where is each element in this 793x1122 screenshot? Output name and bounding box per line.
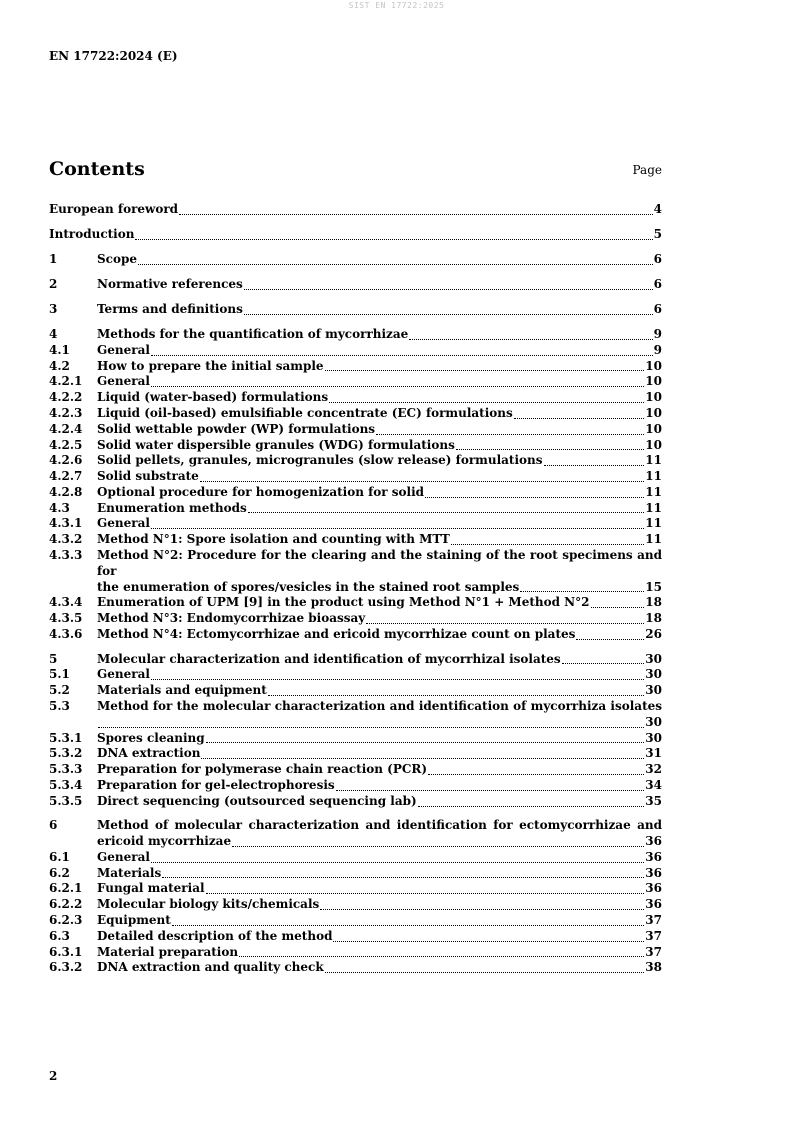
toc-entry-number: 6.2.1: [49, 881, 83, 896]
toc-entry-page: 6: [653, 251, 662, 266]
dot-leader: [425, 497, 644, 498]
toc-entry-number: 5.3: [49, 698, 70, 713]
toc-entry-page: 9: [653, 342, 662, 357]
dot-leader: [268, 695, 645, 696]
toc-entry-number: 6.3.2: [49, 960, 83, 975]
toc-entry-page: 31: [645, 746, 662, 761]
dot-leader: [151, 862, 644, 863]
dot-leader: [428, 774, 644, 775]
toc-entry-page: 30: [645, 714, 662, 729]
toc-entry-title-continued: the enumeration of spores/vesicles in the stained root samples: [97, 579, 520, 594]
toc-entry-page: 36: [645, 881, 662, 896]
toc-entry-page: 5: [653, 226, 662, 241]
toc-entry[interactable]: [49, 469, 662, 485]
toc-entry-title: Method N°1: Spore isolation and counting with MTT: [97, 532, 450, 547]
toc-entry-title: Molecular biology kits/chemicals: [97, 897, 320, 912]
dot-leader: [179, 214, 653, 215]
toc-entry-page: 10: [645, 390, 662, 405]
toc-entry-page: 11: [645, 469, 662, 484]
toc-entry-number: 5.3.1: [49, 730, 83, 745]
dot-leader: [206, 893, 645, 894]
toc-entry-page: 11: [645, 532, 662, 547]
dot-leader: [151, 355, 653, 356]
toc-entry[interactable]: [49, 516, 662, 532]
toc-entry-title: Molecular characterization and identification of mycorrhizal isolates: [97, 651, 561, 666]
dot-leader: [239, 956, 644, 957]
toc-entry-page: 36: [645, 897, 662, 912]
toc-entry-page: 38: [645, 960, 662, 975]
toc-entry[interactable]: [49, 359, 662, 375]
toc-entry-number: 5.2: [49, 683, 70, 698]
toc-entry-page: 10: [645, 358, 662, 373]
toc-entry-number: 5.3.5: [49, 793, 83, 808]
toc-entry-page: 11: [645, 484, 662, 499]
toc-entry-number: 5.3.4: [49, 777, 83, 792]
toc-entry-page: 36: [645, 865, 662, 880]
dot-leader: [172, 925, 644, 926]
dot-leader: [248, 512, 645, 513]
toc-entry-title: General: [97, 516, 150, 531]
toc-entry[interactable]: [49, 438, 662, 454]
toc-entry[interactable]: [49, 960, 662, 976]
toc-entry[interactable]: [49, 422, 662, 438]
toc-entry-title: Solid water dispersible granules (WDG) formulations: [97, 437, 455, 452]
toc-entry-number: 6.2.3: [49, 912, 83, 927]
toc-entry[interactable]: [49, 390, 662, 406]
toc-entry-number: 4.2: [49, 358, 70, 373]
toc-entry-page: 30: [645, 683, 662, 698]
toc-entry[interactable]: [49, 850, 662, 866]
contents-title: Contents: [49, 158, 145, 180]
dot-leader: [244, 314, 653, 315]
toc-entry[interactable]: [49, 611, 662, 627]
toc-entry-page: 30: [645, 651, 662, 666]
toc-entry-number: 6: [49, 818, 58, 833]
toc-entry[interactable]: [49, 762, 662, 778]
toc-entry[interactable]: [49, 501, 662, 517]
toc-entry-page: 10: [645, 437, 662, 452]
toc-entry-page: 32: [645, 762, 662, 777]
dot-leader: [206, 742, 645, 743]
dot-leader: [520, 591, 644, 592]
toc-entry[interactable]: [49, 818, 662, 850]
toc-entry-number: 5.3.3: [49, 762, 83, 777]
toc-entry[interactable]: [49, 327, 662, 343]
toc-entry-title: Method N°2: Procedure for the clearing and the staining of the root specimens and for: [97, 548, 662, 578]
toc-entry-title: Introduction: [49, 226, 135, 241]
toc-entry-title: Equipment: [97, 912, 171, 927]
toc-entry[interactable]: [49, 532, 662, 548]
toc-entry-title: Method N°4: Ectomycorrhizae and ericoid mycorrhizae count on plates: [97, 627, 576, 642]
toc-entry-page: 37: [645, 944, 662, 959]
toc-entry[interactable]: [49, 945, 662, 961]
toc-entry-page: 18: [645, 595, 662, 610]
table-of-contents: [49, 202, 662, 976]
toc-entry-page: 6: [653, 276, 662, 291]
toc-entry[interactable]: [49, 485, 662, 501]
toc-entry[interactable]: [49, 929, 662, 945]
toc-entry-page: 36: [645, 849, 662, 864]
toc-entry-page: 10: [645, 374, 662, 389]
toc-entry-number: 4.2.1: [49, 374, 83, 389]
toc-entry-title: Liquid (oil-based) emulsifiable concentrate (EC) formulations: [97, 405, 513, 420]
toc-entry-number: 4.3: [49, 500, 70, 515]
toc-entry-title: European foreword: [49, 202, 179, 216]
page-number: 2: [49, 1069, 58, 1083]
dot-leader: [244, 289, 653, 290]
toc-entry-number: 4.3.2: [49, 532, 83, 547]
dot-leader: [162, 877, 644, 878]
dot-leader: [151, 528, 644, 529]
dot-leader: [325, 972, 645, 973]
toc-entry[interactable]: [49, 667, 662, 683]
toc-entry[interactable]: [49, 866, 662, 882]
dot-leader: [151, 679, 644, 680]
toc-entry-title: How to prepare the initial sample: [97, 358, 324, 373]
toc-entry-page: 10: [645, 405, 662, 420]
dot-leader: [135, 239, 652, 240]
toc-entry[interactable]: [49, 683, 662, 699]
dot-leader: [366, 623, 644, 624]
toc-entry-page: 18: [645, 611, 662, 626]
toc-entry-title: Enumeration of UPM [9] in the product using Method N°1 + Method N°2: [97, 595, 590, 610]
toc-entry-number: 4.2.2: [49, 390, 83, 405]
watermark: SIST EN 17722:2025: [348, 1, 445, 10]
toc-entry-page: 11: [645, 516, 662, 531]
toc-entry-title: Material preparation: [97, 944, 239, 959]
toc-entry-page: 15: [645, 579, 662, 594]
toc-entry-number: 4.2.4: [49, 421, 83, 436]
dot-leader: [514, 418, 645, 419]
toc-entry-number: 4.3.5: [49, 611, 83, 626]
toc-entry[interactable]: [49, 202, 662, 218]
dot-leader: [201, 758, 644, 759]
dot-leader: [329, 402, 644, 403]
toc-entry-title: Method N°3: Endomycorrhizae bioassay: [97, 611, 366, 626]
toc-entry-page: 37: [645, 928, 662, 943]
toc-entry-number: 6.1: [49, 849, 70, 864]
toc-entry-title: DNA extraction and quality check: [97, 960, 324, 975]
toc-entry[interactable]: [49, 652, 662, 668]
toc-entry[interactable]: [49, 699, 662, 731]
toc-entry[interactable]: [49, 302, 662, 318]
toc-entry-title: Method of molecular characterization and identification for ectomycorrhizae and: [97, 818, 662, 833]
dot-leader: [576, 639, 644, 640]
toc-entry-title: Solid wettable powder (WP) formulations: [97, 421, 376, 436]
toc-entry-page: 34: [645, 777, 662, 792]
toc-entry[interactable]: [49, 913, 662, 929]
toc-entry-page: 37: [645, 912, 662, 927]
document-id: EN 17722:2024 (E): [49, 49, 178, 63]
toc-entry[interactable]: [49, 227, 662, 243]
toc-entry[interactable]: [49, 731, 662, 747]
toc-entry[interactable]: [49, 746, 662, 762]
dot-leader: [451, 544, 644, 545]
toc-entry-page: 9: [653, 326, 662, 341]
page-column-label: Page: [632, 163, 662, 177]
toc-entry-page: 4: [653, 202, 662, 216]
dot-leader: [591, 607, 645, 608]
toc-entry-page: 10: [645, 421, 662, 436]
toc-entry-number: 6.2.2: [49, 897, 83, 912]
toc-entry-title: Methods for the quantification of mycorrhizae: [97, 326, 409, 341]
toc-entry-title: General: [97, 667, 150, 682]
toc-entry-number: 4.3.1: [49, 516, 83, 531]
toc-entry-title: Normative references: [97, 276, 243, 291]
toc-entry-title: Materials: [97, 865, 162, 880]
toc-entry-number: 4.3.4: [49, 595, 83, 610]
toc-entry[interactable]: [49, 595, 662, 611]
toc-entry[interactable]: [49, 778, 662, 794]
dot-leader: [98, 727, 644, 728]
toc-entry-page: 30: [645, 730, 662, 745]
dot-leader: [376, 434, 644, 435]
toc-entry[interactable]: [49, 374, 662, 390]
toc-entry-title: General: [97, 342, 150, 357]
toc-entry-title: Method for the molecular characterization and identification of mycorrhiza isolates: [97, 698, 662, 713]
dot-leader: [456, 449, 644, 450]
dot-leader: [325, 370, 645, 371]
toc-entry-number: 6.3.1: [49, 944, 83, 959]
dot-leader: [320, 909, 644, 910]
toc-entry-title: Preparation for polymerase chain reaction (PCR): [97, 762, 428, 777]
dot-leader: [409, 339, 652, 340]
toc-entry-title: Solid substrate: [97, 469, 199, 484]
toc-entry-number: 6.3: [49, 928, 70, 943]
toc-entry-title: Materials and equipment: [97, 683, 267, 698]
dot-leader: [200, 481, 644, 482]
toc-entry-page: 11: [645, 500, 662, 515]
toc-entry-title: General: [97, 849, 150, 864]
toc-entry[interactable]: [49, 343, 662, 359]
toc-entry-number: 5: [49, 651, 58, 666]
toc-entry-number: 2: [49, 276, 58, 291]
toc-entry-title: Terms and definitions: [97, 301, 243, 316]
toc-entry-title: Detailed description of the method: [97, 928, 333, 943]
toc-entry-title: Direct sequencing (outsourced sequencing lab): [97, 793, 417, 808]
toc-entry[interactable]: [49, 881, 662, 897]
toc-entry-number: 3: [49, 301, 58, 316]
toc-entry-number: 4.2.7: [49, 469, 83, 484]
toc-entry-title: Spores cleaning: [97, 730, 205, 745]
toc-entry-page: 30: [645, 667, 662, 682]
toc-entry-page: 35: [645, 793, 662, 808]
toc-entry-number: 4: [49, 326, 58, 341]
toc-entry-number: 4.2.6: [49, 453, 83, 468]
dot-leader: [138, 264, 653, 265]
toc-entry-number: 5.3.2: [49, 746, 83, 761]
toc-entry[interactable]: [49, 277, 662, 293]
toc-entry[interactable]: [49, 627, 662, 643]
toc-entry[interactable]: [49, 406, 662, 422]
toc-entry-title: DNA extraction: [97, 746, 201, 761]
toc-entry-number: 4.2.8: [49, 484, 83, 499]
toc-entry-number: 1: [49, 251, 58, 266]
toc-entry-title: Preparation for gel-electrophoresis: [97, 777, 335, 792]
toc-entry-title: Enumeration methods: [97, 500, 247, 515]
toc-entry-title: Scope: [97, 251, 138, 266]
toc-entry-number: 5.1: [49, 667, 70, 682]
toc-entry-page: 6: [653, 301, 662, 316]
toc-entry-number: 4.2.3: [49, 405, 83, 420]
toc-entry-number: 4.2.5: [49, 437, 83, 452]
dot-leader: [544, 465, 645, 466]
toc-entry-number: 4.1: [49, 342, 70, 357]
dot-leader: [333, 941, 644, 942]
dot-leader: [232, 846, 644, 847]
toc-entry[interactable]: [49, 453, 662, 469]
toc-entry-title: General: [97, 374, 150, 389]
toc-entry-number: 6.2: [49, 865, 70, 880]
toc-entry-page: 26: [645, 627, 662, 642]
toc-entry-page: 11: [645, 453, 662, 468]
toc-entry-number: 4.3.6: [49, 627, 83, 642]
toc-entry-title: Solid pellets, granules, microgranules (slow release) formulations: [97, 453, 543, 468]
toc-entry[interactable]: [49, 548, 662, 595]
toc-entry-title: Liquid (water-based) formulations: [97, 390, 329, 405]
toc-entry-page: 36: [645, 834, 662, 848]
toc-entry[interactable]: [49, 252, 662, 268]
toc-entry-title: Fungal material: [97, 881, 205, 896]
toc-entry-number: 4.3.3: [49, 548, 83, 563]
dot-leader: [151, 386, 644, 387]
dot-leader: [336, 790, 645, 791]
dot-leader: [418, 806, 645, 807]
toc-entry-title: Optional procedure for homogenization for solid: [97, 484, 425, 499]
toc-entry[interactable]: [49, 794, 662, 810]
toc-entry-title-continued: ericoid mycorrhizae: [97, 834, 232, 848]
dot-leader: [562, 663, 645, 664]
toc-entry[interactable]: [49, 897, 662, 913]
